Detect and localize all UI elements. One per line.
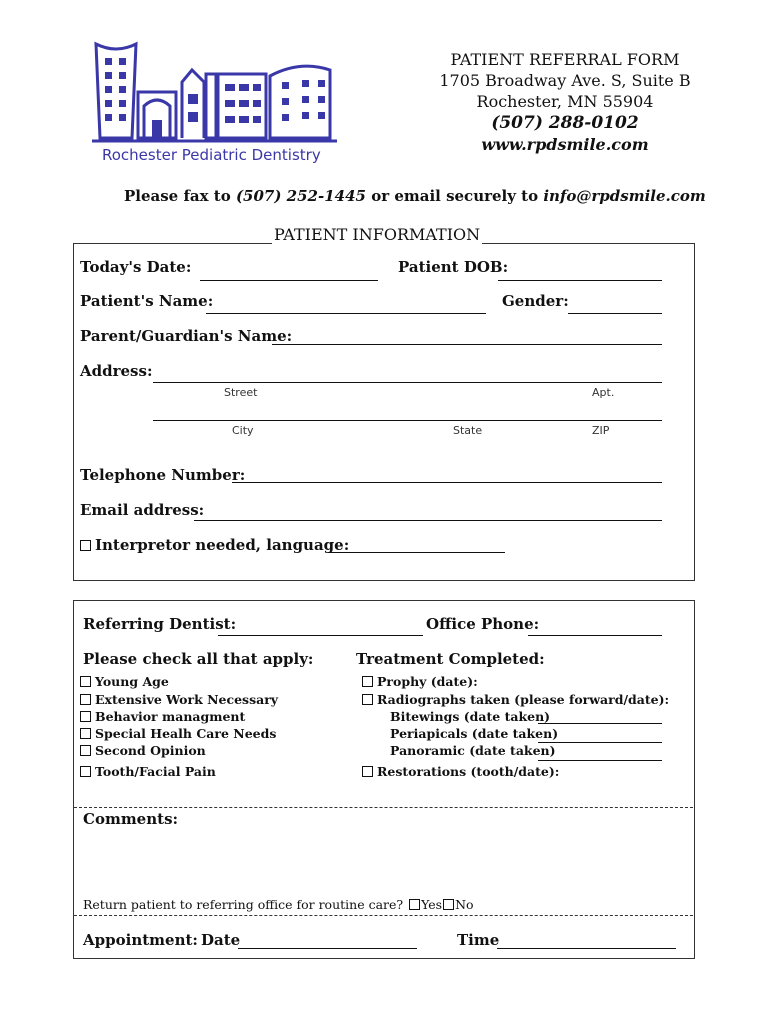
appointment-time-field[interactable] [497,948,676,949]
todays-date-label: Today's Date: [80,258,192,276]
return-row [83,897,474,912]
check-item-label: Behavior managment [95,709,246,724]
panoramic-field[interactable] [538,760,662,761]
patient-info-title: PATIENT INFORMATION [274,225,481,244]
telephone-label: Telephone Number: [80,466,246,484]
fax-prefix: Please fax to [124,187,236,205]
yes-label: Yes [421,897,443,912]
state-caption: State [453,424,483,437]
fax-number: (507) 252-1445 [235,187,366,205]
check-item-second-opinion [80,743,206,758]
bitewings-field[interactable] [538,723,662,724]
fax-middle: or email securely to [365,187,544,205]
check-item-label: Young Age [95,674,169,689]
check-item-label: Second Opinion [95,743,206,758]
comments-divider [74,807,693,808]
check-item-tooth-pain [80,764,216,779]
address-street-field[interactable] [153,382,662,383]
patient-name-field[interactable] [206,313,486,314]
check-item-special-needs [80,726,276,741]
appointment-label: Appointment: [83,931,198,949]
header-block [430,50,700,154]
check-all-heading: Please check all that apply: [83,650,314,668]
treatment-radiographs [362,692,669,707]
fax-email: info@rpdsmile.com [543,187,706,205]
checkbox[interactable] [362,766,373,777]
check-item-label: Extensive Work Necessary [95,692,279,707]
referring-dentist-label: Referring Dentist: [83,615,237,633]
comments-area[interactable] [80,832,685,892]
email-label: Email address: [80,501,205,519]
interpreter-checkbox[interactable] [80,540,91,551]
checkbox[interactable] [80,745,91,756]
treatment-radiographs-label: Radiographs taken (please forward/date): [377,692,670,707]
check-item-label: Special Healh Care Needs [95,726,277,741]
appointment-date-field[interactable] [238,948,417,949]
checkbox[interactable] [80,711,91,722]
panoramic-label: Panoramic (date taken) [390,743,556,758]
appointment-time-label: Time [457,931,500,949]
referring-dentist-field[interactable] [218,635,423,636]
check-item-behavior [80,709,245,724]
dob-field[interactable] [498,280,662,281]
gender-label: Gender: [502,292,569,310]
street-caption: Street [224,386,258,399]
logo-name: Rochester Pediatric Dentistry [102,146,321,164]
logo [92,40,342,170]
office-phone-label: Office Phone: [426,615,540,633]
treatment-restorations-label: Restorations (tooth/date): [377,764,560,779]
bitewings-label: Bitewings (date taken) [390,709,551,724]
phone-number: (507) 288-0102 [491,113,639,133]
treatment-heading: Treatment Completed: [356,650,545,668]
city-caption: City [232,424,254,437]
checkbox[interactable] [80,676,91,687]
telephone-field[interactable] [232,482,662,483]
form-title: PATIENT REFERRAL FORM [450,50,680,69]
comments-label: Comments: [83,810,179,828]
periapicals-field[interactable] [538,742,662,743]
website: www.rpdsmile.com [481,135,649,154]
apt-caption: Apt. [592,386,615,399]
treatment-restorations [362,764,559,779]
address-label: Address: [80,362,153,380]
check-item-young-age [80,674,169,689]
appointment-date-label: Date [201,931,241,949]
interpreter-language-field[interactable] [328,552,505,553]
no-label: No [455,897,474,912]
email-field[interactable] [194,520,662,521]
interpreter-row [80,536,349,554]
guardian-label: Parent/Guardian's Name: [80,327,293,345]
checkbox[interactable] [80,728,91,739]
check-item-label: Tooth/Facial Pain [95,764,216,779]
address-line-1: 1705 Broadway Ave. S, Suite B [439,71,691,90]
gender-field[interactable] [568,313,662,314]
interpreter-label: Interpretor needed, language: [95,536,350,554]
check-item-extensive-work [80,692,278,707]
address-line-2: Rochester, MN 55904 [476,92,654,111]
fax-line [124,187,706,205]
office-phone-field[interactable] [528,635,662,636]
zip-caption: ZIP [592,424,610,437]
checkbox[interactable] [80,694,91,705]
address-city-field[interactable] [153,420,662,421]
appointment-divider [74,915,693,916]
checkbox[interactable] [362,676,373,687]
yes-checkbox[interactable] [409,899,420,910]
guardian-field[interactable] [272,344,662,345]
no-checkbox[interactable] [443,899,454,910]
treatment-prophy [362,674,478,689]
checkbox[interactable] [80,766,91,777]
checkbox[interactable] [362,694,373,705]
return-text: Return patient to referring office for routine care? [83,897,404,912]
city-buildings-icon [92,40,342,145]
treatment-prophy-label: Prophy (date): [377,674,478,689]
dob-label: Patient DOB: [398,258,509,276]
todays-date-field[interactable] [200,280,378,281]
patient-name-label: Patient's Name: [80,292,214,310]
periapicals-label: Periapicals (date taken) [390,726,559,741]
